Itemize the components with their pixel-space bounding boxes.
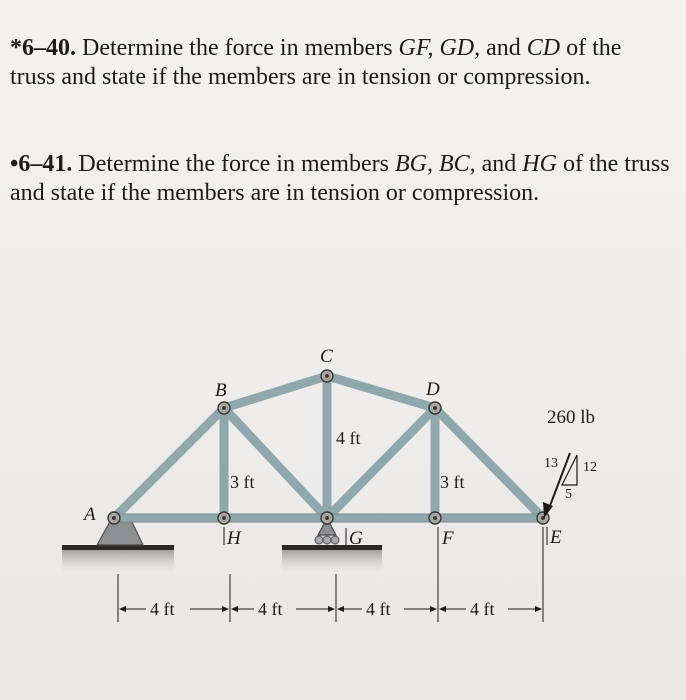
dim-label-df: 3 ft (440, 472, 465, 492)
span-label-1: 4 ft (150, 599, 175, 619)
span-label-4: 4 ft (470, 599, 495, 619)
joint-label-d: D (426, 379, 440, 400)
truss-members (114, 376, 543, 518)
problem-and: and (480, 35, 527, 61)
member-de (435, 408, 543, 518)
slope-horizontal: 5 (565, 487, 572, 502)
span-label-2: 4 ft (258, 599, 283, 619)
dim-label-bh: 3 ft (230, 472, 255, 492)
problem-members: BG, BC, (394, 151, 476, 177)
problem-text-start: Determine the force in members (82, 35, 399, 61)
span-label-3: 4 ft (366, 599, 391, 619)
joint-label-a: A (84, 504, 96, 525)
member-ab (114, 408, 224, 518)
joint-label-h: H (227, 528, 241, 549)
member-bc (224, 376, 327, 408)
problem-number: *6–40. (10, 35, 76, 61)
label-ticks (224, 527, 547, 545)
ground-middle (282, 545, 382, 572)
joint-label-g: G (349, 528, 363, 549)
problem-number: •6–41. (10, 151, 73, 177)
problem-last-member: HG (522, 151, 557, 177)
joint-label-f: F (442, 528, 454, 549)
load-magnitude: 260 lb (547, 407, 596, 428)
problem-text-end: of the truss and state if the members are in tension or compression. (10, 35, 622, 90)
problem-and: and (475, 151, 523, 177)
problem-last-member: CD (526, 35, 561, 61)
ground-left (62, 545, 174, 572)
joint-label-b: B (215, 380, 227, 401)
slope-hypotenuse: 13 (544, 456, 558, 471)
slope-vertical: 12 (583, 460, 597, 475)
problem-text-end: of the truss and state if the members are in tension or compression. (10, 151, 670, 206)
problem-text-start: Determine the force in members (78, 151, 395, 177)
joint-label-e: E (550, 527, 562, 548)
problem-members: GF, GD, (398, 35, 481, 61)
member-gd (327, 408, 435, 518)
joint-label-c: C (320, 346, 333, 367)
member-cd (327, 376, 435, 408)
dim-label-cg: 4 ft (336, 428, 361, 448)
member-bg (224, 408, 327, 518)
